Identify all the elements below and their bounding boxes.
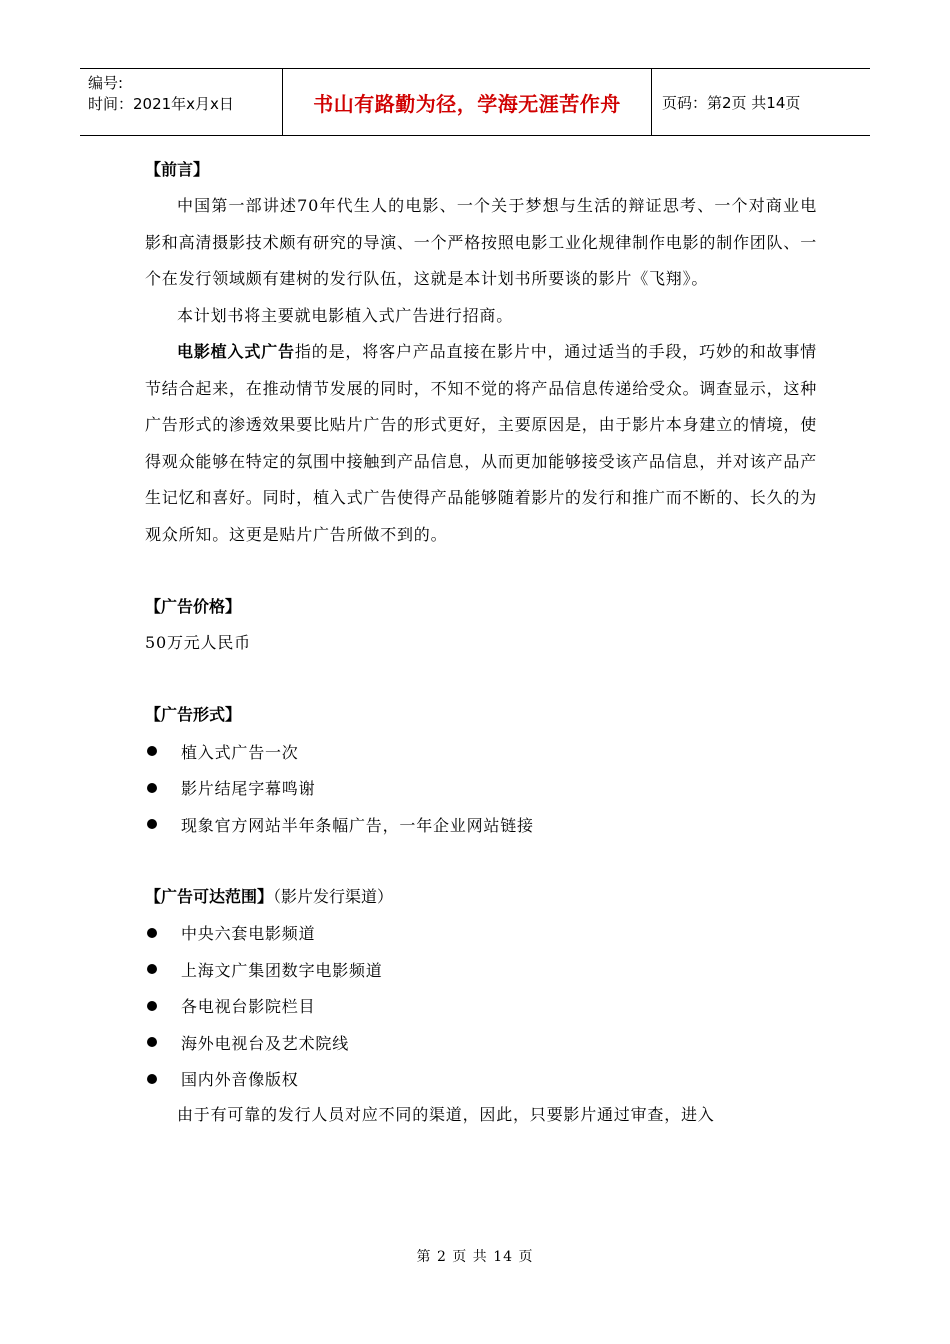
bullet-icon <box>147 1074 157 1084</box>
page-header <box>80 68 870 136</box>
list-item: 现象官方网站半年条幅广告，一年企业网站链接 <box>145 806 817 843</box>
header-motto: 书山有路勤为径，学海无涯苦作舟 <box>282 69 652 135</box>
list-item: 影片结尾字幕鸣谢 <box>145 770 817 807</box>
header-meta <box>80 69 282 135</box>
price-value: 50万元人民币 <box>145 633 251 652</box>
list-item: 上海文广集团数字电影频道 <box>145 951 817 988</box>
preface-paragraph-3-text: 指的是，将客户产品直接在影片中，通过适当的手段，巧妙的和故事情节结合起来，在推动情节发展的同时，不知不觉的将产品信息传递给受众。调查显示，这种广告形式的渗透效果要比贴片广告的形式更好，主要原因是，由于影片本身建立的情境，使得观众能够在特定的氛围中接触到产品信息，从而更加能够接受该产品信息，并对该产品产生记忆和喜好。同时，植入式广告使得产品能够随着影片的发行和推广而不断的、长久的为观众所知。这更是贴片广告所做不到的。 <box>145 342 818 544</box>
preface-paragraph-2: 本计划书将主要就电影植入式广告进行招商。 <box>177 305 514 325</box>
preface-paragraph-3 <box>145 334 817 553</box>
bullet-icon <box>147 1037 157 1047</box>
form-heading: 【广告形式】 <box>145 705 242 724</box>
reach-closing-paragraph: 由于有可靠的发行人员对应不同的渠道，因此，只要影片通过审查，进入 <box>177 1105 715 1124</box>
page-footer: 第 2 页 共 14 页 <box>416 1249 534 1265</box>
list-item: 植入式广告一次 <box>145 733 817 770</box>
list-item: 国内外音像版权 <box>145 1061 817 1098</box>
bullet-icon <box>147 746 157 756</box>
header-page-info: 页码：第2页 共14页 <box>662 93 801 112</box>
preface-heading: 【前言】 <box>145 160 210 179</box>
doc-number-label: 编号: <box>88 74 124 92</box>
bullet-icon <box>147 1001 157 1011</box>
reach-heading: 【广告可达范围】（影片发行渠道） <box>145 886 394 906</box>
product-placement-term: 电影植入式广告 <box>177 342 295 361</box>
bullet-icon <box>147 964 157 974</box>
doc-time-label: 时间：2021年x月x日 <box>88 95 234 113</box>
bullet-icon <box>147 783 157 793</box>
list-item: 海外电视台及艺术院线 <box>145 1024 817 1061</box>
preface-paragraph-1: 中国第一部讲述70年代生人的电影、一个关于梦想与生活的辩证思考、一个对商业电影和高清摄影技术颇有研究的导演、一个严格按照电影工业化规律制作电影的制作团队、一个在发行领域颇有建树的发行队伍，这就是本计划书所要谈的影片《飞翔》。 <box>145 196 818 288</box>
list-item: 中央六套电影频道 <box>145 915 817 952</box>
reach-subheading: （影片发行渠道） <box>273 886 394 906</box>
list-item: 各电视台影院栏目 <box>145 988 817 1025</box>
price-heading: 【广告价格】 <box>145 597 242 616</box>
bullet-icon <box>147 819 157 829</box>
bullet-icon <box>147 928 157 938</box>
document-body <box>145 152 817 1134</box>
